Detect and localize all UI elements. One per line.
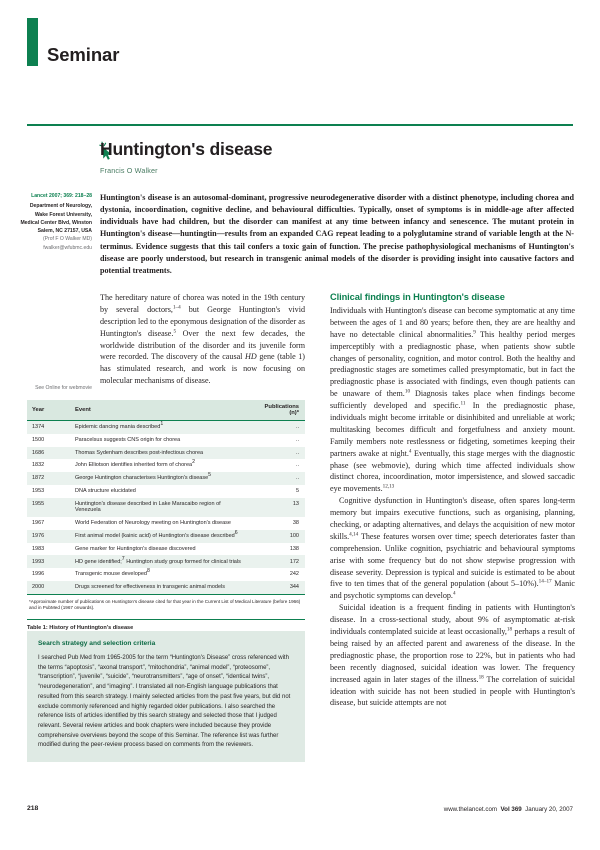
- cell-event: DNA structure elucidated: [75, 488, 136, 494]
- table-row: [27, 472, 305, 485]
- cell-publications: 344: [249, 581, 305, 594]
- cell-publications: 100: [289, 532, 299, 539]
- footer-website[interactable]: www.thelancet.com: [443, 806, 498, 813]
- cell-year: 2000: [27, 581, 70, 594]
- right-column: [330, 292, 575, 709]
- cell-year: 1983: [32, 545, 45, 552]
- cell-year: 1872: [32, 475, 45, 482]
- cell-publications: 38: [292, 520, 299, 527]
- affiliation-block: [14, 192, 92, 252]
- cell-event: Transgenic mouse developed$^8$: [75, 568, 150, 578]
- journal-citation: Lancet 2007; 369: 218–28: [31, 193, 92, 199]
- cell-publications: 172: [289, 558, 299, 565]
- search-strategy-panel: [27, 631, 305, 762]
- cell-publications: 242: [289, 571, 299, 578]
- cell-event: Paracelsus suggests CNS origin for chorea: [75, 436, 181, 443]
- history-table-wrapper: [27, 400, 305, 631]
- cell-publications: ..: [295, 436, 299, 443]
- table-row: [27, 543, 305, 556]
- table-row: [27, 434, 305, 447]
- affiliation-line-4: Salem, NC 27157, USA: [37, 228, 92, 234]
- section-heading-clinical-findings: Clinical findings in Huntington's disease: [330, 292, 505, 302]
- header-divider-rule: [27, 124, 573, 126]
- cell-event: John Elliotson identifies inherited form of chorea$^2$: [75, 459, 195, 469]
- author-email[interactable]: fwalker@wfubmc.edu: [43, 244, 92, 251]
- abstract-text: Huntington's disease is an autosomal-dominant, progressive neurodegenerative disorder with a distinct phenotype, including chorea and dystonia, incoordination, cognitive decline, and behavioural difficulties. Typically, onset of symptoms is in middle-age after affected individuals have had children, but the disorder can manifest at any time between infancy and senescence. The mutant protein in Huntington's disease—huntingtin—results from an expanded CAG repeat leading to a polyglutamine strand of variable length at the N-terminus. Evidence suggests that this tail confers a toxic gain of function. The precise pathophysiological mechanisms of Huntington's disease are poorly understood, but research in transgenic animal models of the disorder is providing insight into causative factors and potential treatments.: [100, 193, 574, 275]
- table-header: [27, 400, 305, 421]
- clinical-paragraph-3: Suicidal ideation is a frequent finding in patients with Huntington's disease. In a cross-sectional study, about 9% of asymptomatic at-risk individuals contemplated suicide at least occasionally,$^{18}$ perhaps a result of being raised by an affected parent and awareness of the disease. In the prediagnostic phase, the proportion rose to 22%, but in patients who had been recently diagnosed, suicidal ideation was lower. The frequency increased again in later stages of the illness.$^{18}$ The correlation of suicidal ideation with suicide has not been studied in people with Huntington's disease, but suicide attempts are not: [330, 603, 575, 708]
- left-column: [100, 292, 305, 387]
- clinical-paragraph-1: Individuals with Huntington's disease can become symptomatic at any time between the ages of 1 and 80 years; before then, they are are healthy and have no detectable clinical abnormalities.$^9$ This healthy period merges imperceptibly with a prediagnostic phase, when patients show subtle changes of personality, cognition, and motor control. Both the healthy and prediagnostic stages are sometimes called presymptomatic, but in fact the prediagnostic phase is associated with findings, even though patients can be unaware of them.$^{10}$ Diagnosis takes place when findings become sufficiently developed and specific.$^{11}$ In the prediagnostic phase, individuals might become irritable or disinhibited and unreliable at work; multitasking becomes difficult and forgetfulness and anxiety mount. Family members note restlessness or fidgeting, sometimes keeping their partners awake at night.$^4$ Eventually, this stage merges with the diagnostic phase (see webmovie), during which time affected individuals show distinct chorea, incoordination, motor impersistence, and slowed saccadic eye movements.$^{12,13}$: [330, 306, 576, 494]
- affiliation-line-3: Medical Center Blvd, Winston: [20, 219, 92, 226]
- table-row: [27, 421, 305, 434]
- table-row: [27, 530, 305, 543]
- masthead-accent-bar: [27, 18, 38, 66]
- cell-year: 1996: [32, 571, 45, 578]
- search-strategy-body: I searched Pub Med from 1965-2005 for the term “Huntington's Disease” cross referenced with the terms “apoptosis”, “axonal transport”, “mitochondria”, “animal model”, “proteosome”, “transcription”, “juvenile”, “suicide”, “neurotransmitters”, “age of onset”, “identical twins”, “neurodegeneration”, and “imaging”. I translated all non-English language publications that resulted from this search strategy. I mainly selected articles from the past five years, but did not exclude commonly referenced and highly regarded older publications. I also searched the reference lists of articles identified by this search strategy and selected those that I judged relevant. Several review articles and book chapters were included because they provide comprehensive overviews beyond the scope of this Seminar. The reference list was further modified during the peer-review process based on comments from the reviewers.: [38, 655, 291, 749]
- section-label: Seminar: [47, 44, 120, 65]
- cell-event: Drugs screened for effectiveness in transgenic animal models: [70, 581, 249, 594]
- cell-year: 1993: [32, 558, 45, 565]
- table-row: [27, 555, 305, 568]
- search-strategy-heading: Search strategy and selection criteria: [38, 640, 156, 647]
- author-degree: (Prof F O Walker MD): [42, 236, 92, 243]
- affiliation-line-1: Department of Neurology,: [29, 203, 92, 210]
- table-footnote: *Approximate number of publications on Huntington's disease cited for that year in the Current List of Medical Literature (before 1966) and in PubMed (1967 onwards).: [29, 598, 301, 611]
- cell-year: 1374: [32, 424, 45, 431]
- table-row: [27, 459, 305, 472]
- cell-publications: ..: [295, 462, 299, 469]
- table-header-row: [27, 400, 305, 421]
- column-header-publications: Publications (n)*: [249, 400, 305, 421]
- masthead: [0, 0, 600, 120]
- page-number: 218: [27, 805, 39, 812]
- column-header-year: Year: [27, 400, 70, 421]
- cell-year: 1686: [32, 449, 45, 456]
- webmovie-note[interactable]: See Online for webmovie: [35, 385, 92, 391]
- cell-publications: 13: [292, 500, 299, 507]
- cell-publications: ..: [295, 424, 299, 431]
- cell-year: 1500: [32, 436, 45, 443]
- cell-event: World Federation of Neurology meeting on Huntington's disease: [75, 520, 231, 527]
- table-row: [27, 568, 305, 581]
- cell-year: 1955: [32, 500, 45, 507]
- table-row: [27, 485, 305, 498]
- cell-year: 1953: [32, 488, 45, 494]
- table-row: [27, 447, 305, 460]
- table-row: [27, 498, 305, 517]
- table-caption: Table 1: History of Huntington's disease: [27, 619, 305, 631]
- cell-publications: 138: [289, 545, 299, 552]
- table-row: [27, 581, 305, 594]
- column-header-event: Event: [70, 400, 249, 421]
- clinical-paragraph-2: Cognitive dysfunction in Huntington's disease, often spares long-term memory but impairs executive functions, such as organising, planning, checking, or adapting alternatives, and delays the acquisition of new motor skills.$^{4,14}$ These features worsen over time; speech deteriorates faster than comprehension. Unlike cognition, psychiatric and behavioural symptoms arise with some frequency but do not show stepwise progression with disease severity. Depression is typical and suicide is estimated to be about five to ten times that of the general population (about 5–10%).$^{14-17}$ Manic and psychotic symptoms can develop.$^4$: [330, 496, 575, 601]
- article-header: [100, 140, 575, 175]
- cell-year: 1832: [32, 462, 45, 469]
- cell-event: Epidemic dancing mania described$^1$: [75, 421, 164, 431]
- cell-event: HD gene identified;$^7$ Huntington study group formed for clinical trials: [75, 555, 241, 565]
- table-row: [27, 517, 305, 530]
- affiliation-line-2: Wake Forest University,: [34, 211, 92, 218]
- cell-event: Gene marker for Huntington's disease discovered: [75, 545, 196, 552]
- cell-event: George Huntington characterises Huntington's disease$^5$: [75, 472, 212, 482]
- cell-event: Huntington's disease described in Lake Maracaibo region of Venezuela: [75, 500, 221, 514]
- cell-year: 1967: [32, 520, 45, 527]
- cell-publications: ..: [295, 475, 299, 482]
- cell-publications: ..: [295, 449, 299, 456]
- article-author: Francis O Walker: [100, 166, 158, 176]
- page-title: Huntington's disease: [100, 139, 273, 159]
- cell-event: Thomas Sydenham describes post-infectious chorea: [75, 449, 204, 456]
- cell-publications: 5: [295, 488, 299, 494]
- cell-year: 1976: [32, 532, 45, 539]
- cell-event: First animal model (kainic acid) of Huntington's disease described$^6$: [75, 530, 238, 539]
- footer-date: January 20, 2007: [525, 806, 573, 813]
- footer-volume: Vol 369: [500, 806, 522, 813]
- table-body: [27, 421, 305, 595]
- intro-paragraph: The hereditary nature of chorea was noted in the 19th century by several doctors,$^{1-4}$ but George Huntington's vivid description led to the eponymous designation of the disorder as Huntington's disease.$^5$ Over the next few decades, the worldwide distribution of the disorder and its juvenile form were recorded. The discovery of the causal HD gene (table 1) has stimulated research, and work is now focusing on molecular mechanisms of disease.: [100, 293, 306, 386]
- history-table: [27, 400, 305, 595]
- footer-citation: [444, 806, 573, 813]
